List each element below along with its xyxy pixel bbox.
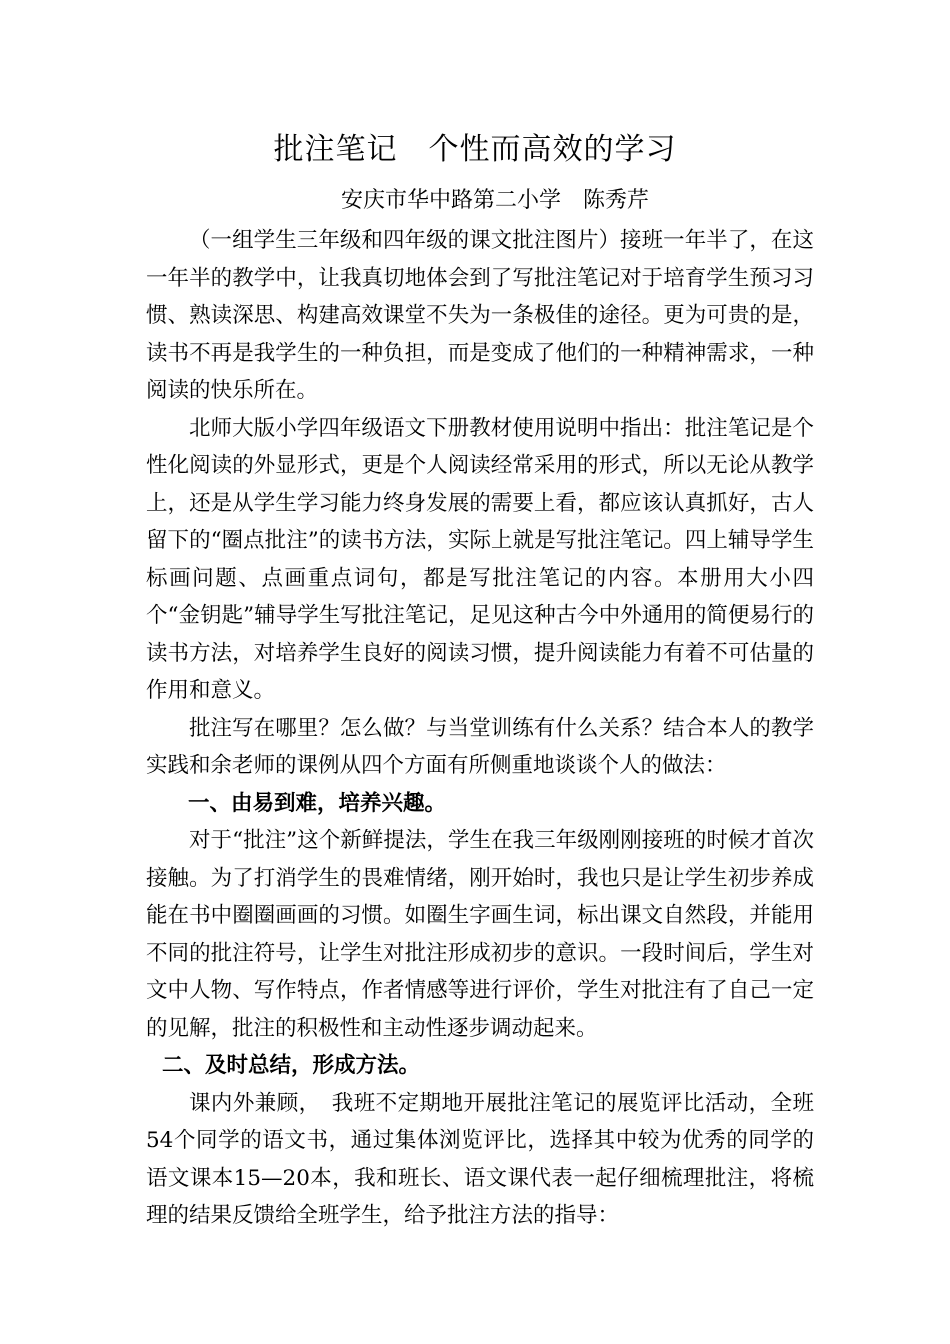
paragraph-section-2: 课内外兼顾， 我班不定期地开展批注笔记的展览评比活动，全班54个同学的语文书，通过集体浏览评比，选择其中较为优秀的同学的语文课本15—20本，我和班长、语文课代表一起仔细梳理批注，将梳理的结果反馈给全班学生，给予批注方法的指导： (146, 1090, 814, 1228)
paragraph-section-1: 对于“批注”这个新鲜提法，学生在我三年级刚刚接班的时候才首次接触。为了打消学生的畏难情绪，刚开始时，我也只是让学生初步养成能在书中圈圈画画的习惯。如圈生字画生词，标出课文自然段，并能用不同的批注符号，让学生对批注形成初步的意识。一段时间后，学生对文中人物、写作特点，作者情感等进行评价，学生对批注有了自己一定的见解，批注的积极性和主动性逐步调动起来。 (146, 828, 814, 1041)
paragraph-questions: 批注写在哪里？怎么做？与当堂训练有什么关系？结合本人的教学实践和余老师的课例从四个方面有所侧重地谈谈个人的做法： (146, 715, 814, 778)
paragraph-textbook: 北师大版小学四年级语文下册教材使用说明中指出：批注笔记是个性化阅读的外显形式，更是个人阅读经常采用的形式，所以无论从教学上，还是从学生学习能力终身发展的需要上看，都应该认真抓好，古人留下的“圈点批注”的读书方法，实际上就是写批注笔记。四上辅导学生标画问题、点画重点词句，都是写批注笔记的内容。本册用大小四个“金钥匙”辅导学生写批注笔记，足见这种古今中外通用的简便易行的读书方法，对培养学生良好的阅读习惯，提升阅读能力有着不可估量的作用和意义。 (146, 415, 814, 703)
document-body (146, 222, 814, 1235)
section-heading-2: 二、及时总结，形成方法。 (162, 1053, 421, 1078)
document-title: 批注笔记 个性而高效的学习 (273, 132, 677, 167)
section-heading-1: 一、由易到难，培养兴趣。 (188, 790, 447, 816)
document-author: 安庆市华中路第二小学 陈秀芹 (340, 188, 649, 213)
paragraph-intro: （一组学生三年级和四年级的课文批注图片）接班一年半了，在这一年半的教学中，让我真切地体会到了写批注笔记对于培育学生预习习惯、熟读深思、构建高效课堂不失为一条极佳的途径。更为可贵的是，读书不再是我学生的一种负担，而是变成了他们的一种精神需求，一种阅读的快乐所在。 (146, 228, 814, 403)
